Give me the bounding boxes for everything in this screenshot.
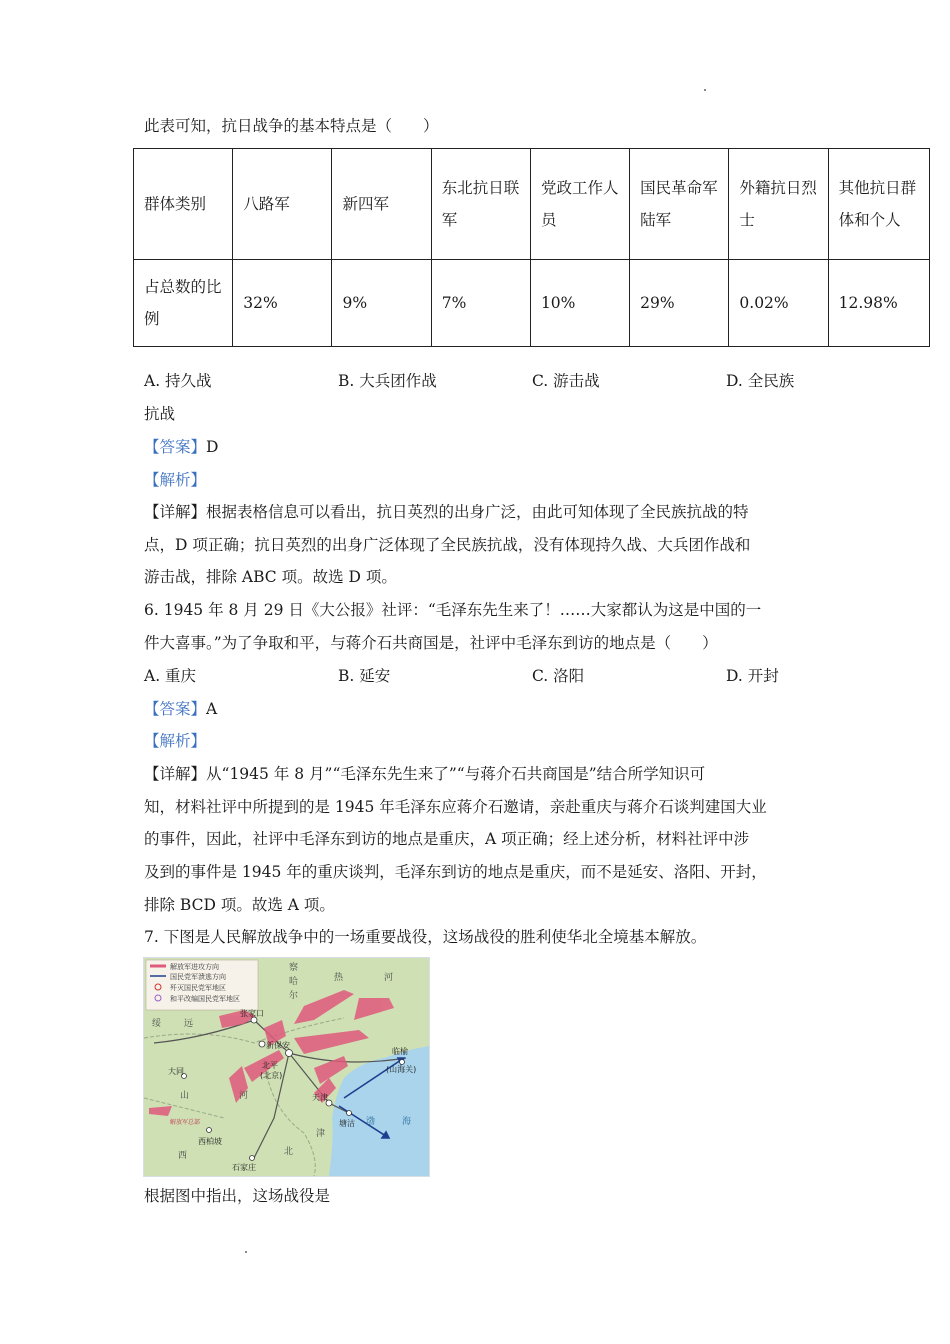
q5-option-d-wrap: 抗战 — [144, 405, 176, 423]
table-cell: 群体类别 — [134, 149, 233, 260]
place-label: 张家口 — [240, 1009, 264, 1018]
q6-option-b: B. 延安 — [338, 667, 391, 685]
q6-stem-line-1: 6. 1945 年 8 月 29 日《大公报》社评：“毛泽东先生来了！……大家都认为这是中国的一 — [144, 601, 762, 619]
place-label: 天津 — [312, 1093, 328, 1102]
q5-answer — [144, 436, 218, 458]
table-cell: 0.02% — [729, 260, 828, 347]
legend-item: 解放军进攻方向 — [170, 963, 219, 971]
q6-option-d: D. 开封 — [726, 667, 779, 685]
region-label: 绥 — [152, 1019, 162, 1029]
answer-value: A — [206, 700, 218, 718]
q6-detail-line-4: 及到的事件是 1945 年的重庆谈判，毛泽东到访的地点是重庆，而不是延安、洛阳、开封， — [144, 863, 767, 881]
page-dot — [704, 89, 706, 91]
place-label: 解放军总部 — [170, 1119, 201, 1126]
place-label: (北京) — [260, 1071, 283, 1080]
place-label: (山海关) — [386, 1065, 417, 1074]
place-label: 塘沽 — [339, 1119, 355, 1128]
answer-label: 【答案】 — [144, 700, 207, 718]
region-label: 河 — [239, 1091, 249, 1101]
answer-label: 【答案】 — [144, 438, 207, 456]
q5-option-a: A. 持久战 — [144, 372, 212, 390]
place-label: 临榆 — [392, 1047, 408, 1056]
table-cell: 国民革命军陆军 — [630, 149, 729, 260]
table-cell: 八路军 — [233, 149, 332, 260]
table-header-row — [134, 149, 930, 260]
table-cell: 7% — [431, 260, 530, 347]
table-cell: 10% — [530, 260, 629, 347]
q6-option-a: A. 重庆 — [144, 667, 197, 685]
legend-item: 和平改编国民党军地区 — [170, 995, 240, 1003]
place-label: 北平 — [262, 1061, 278, 1070]
place-label: 新保安 — [266, 1041, 290, 1050]
q7-followup: 根据图中指出，这场战役是 — [144, 1187, 331, 1205]
battle-map — [143, 957, 430, 1177]
region-label: 西 — [178, 1151, 188, 1161]
q5-detail-line-3: 游击战，排除 ABC 项。故选 D 项。 — [144, 568, 397, 586]
table-cell: 12.98% — [828, 260, 929, 347]
q6-detail-line-2: 知，材料社评中所提到的是 1945 年毛泽东应蒋介石邀请，亲赴重庆与蒋介石谈判建国大业 — [144, 798, 767, 816]
table-cell: 32% — [233, 260, 332, 347]
region-label: 热 — [334, 973, 344, 983]
q5-analysis-label: 【解析】 — [144, 471, 207, 489]
table-cell: 9% — [332, 260, 431, 347]
statistics-table — [133, 148, 930, 347]
region-label: 察 — [289, 963, 299, 973]
q6-answer — [144, 698, 217, 720]
q5-detail-line-1 — [144, 501, 749, 523]
q5-detail-line-2: 点，D 项正确；抗日英烈的出身广泛体现了全民族抗战，没有体现持久战、大兵团作战和 — [144, 536, 751, 554]
q7-stem: 7. 下图是人民解放战争中的一场重要战役，这场战役的胜利使华北全境基本解放。 — [144, 928, 707, 946]
region-label: 远 — [184, 1019, 194, 1029]
region-label: 哈 — [289, 977, 299, 987]
table-cell: 新四军 — [332, 149, 431, 260]
table-cell: 其他抗日群体和个人 — [828, 149, 929, 260]
region-label: 河 — [384, 973, 394, 983]
table-cell: 29% — [630, 260, 729, 347]
detail-label: 【详解】 — [144, 503, 207, 521]
region-label: 山 — [180, 1091, 190, 1101]
region-label: 津 — [316, 1129, 326, 1139]
q6-detail-line-3: 的事件，因此，社评中毛泽东到访的地点是重庆，A 项正确；经上述分析，材料社评中涉 — [144, 830, 750, 848]
region-label: 北 — [284, 1147, 294, 1157]
place-label: 石家庄 — [232, 1163, 256, 1172]
legend-item: 歼灭国民党军地区 — [170, 984, 226, 992]
region-label: 渤 — [366, 1117, 376, 1127]
table-cell: 占总数的比例 — [134, 260, 233, 347]
page-dot — [245, 1251, 247, 1253]
detail-text: 从“1945 年 8 月”“毛泽东先生来了”“与蒋介石共商国是”结合所学知识可 — [206, 765, 706, 783]
place-label: 大同 — [168, 1067, 184, 1076]
detail-text: 根据表格信息可以看出，抗日英烈的出身广泛，由此可知体现了全民族抗战的特 — [206, 503, 749, 521]
answer-value: D — [206, 438, 219, 456]
q6-analysis-label: 【解析】 — [144, 732, 207, 750]
q6-option-c: C. 洛阳 — [532, 667, 585, 685]
q5-option-c: C. 游击战 — [532, 372, 600, 390]
place-label: 西柏坡 — [198, 1137, 222, 1146]
table-row — [134, 260, 930, 347]
table-cell: 东北抗日联军 — [431, 149, 530, 260]
question-intro: 此表可知，抗日战争的基本特点是（ ） — [144, 117, 439, 135]
region-label: 海 — [402, 1117, 412, 1127]
q5-option-b: B. 大兵团作战 — [338, 372, 437, 390]
region-label: 尔 — [289, 991, 299, 1001]
table-cell: 党政工作人员 — [530, 149, 629, 260]
detail-label: 【详解】 — [144, 765, 207, 783]
legend-item: 国民党军溃逃方向 — [170, 973, 226, 981]
q6-detail-line-5: 排除 BCD 项。故选 A 项。 — [144, 896, 335, 914]
table-cell: 外籍抗日烈士 — [729, 149, 828, 260]
q6-stem-line-2: 件大喜事。”为了争取和平，与蒋介石共商国是，社评中毛泽东到访的地点是（ ） — [144, 634, 718, 652]
q6-detail-line-1 — [144, 763, 705, 785]
q5-option-d: D. 全民族 — [726, 372, 795, 390]
